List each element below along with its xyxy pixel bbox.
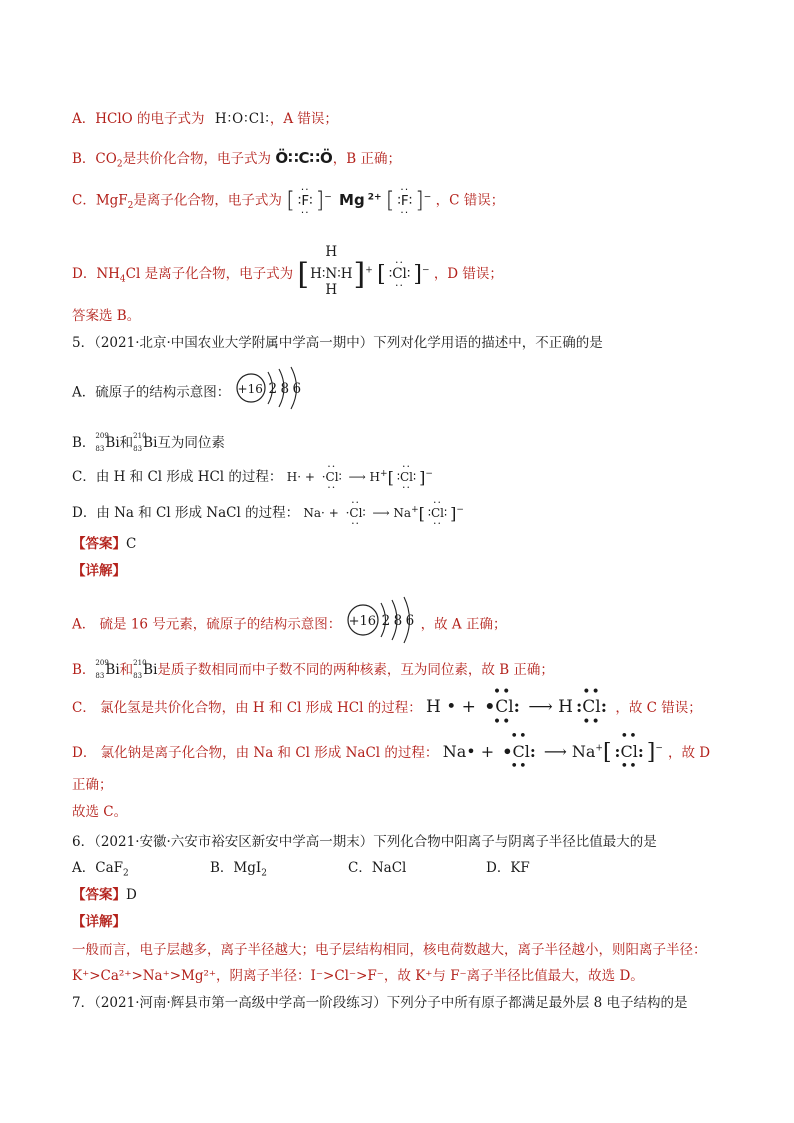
option-tail: ，B 正确； (332, 151, 401, 167)
shell-1: 2 (381, 613, 391, 629)
q5-explain-b (72, 658, 554, 678)
q7-stem: 7．（2021·河南·辉县市第一高级中学高一阶段练习）下列分子中所有原子都满足最外层 8 电子结构的是 (72, 995, 688, 1011)
q5-explain-d-cont: 正确； (72, 777, 113, 793)
explain-tail: ，故 A 正确； (420, 616, 507, 633)
q6-answer (72, 883, 137, 903)
subscript: 2 (116, 159, 123, 170)
option-prefix: B． (72, 435, 96, 451)
nucleus-label: +16 (237, 382, 263, 396)
explain-tail: 是质子数相同而中子数不同的两种核素，互为同位素，故 B 正确； (157, 662, 554, 678)
q6-options (72, 856, 530, 879)
sulfur-atom-diagram-2 (346, 608, 421, 642)
explain-tail: ，故 D (667, 745, 711, 761)
hcl-formation-large: H • + •Cl •• •• : ⟶ H :Cl •• •• : (426, 684, 607, 730)
explain-text: C． 氯化氢是共价化合物，由 H 和 Cl 形成 HCl 的过程： (72, 700, 422, 716)
answer-value: D (126, 887, 137, 903)
option-text: C．MgF (72, 192, 128, 209)
q4-answer: 答案选 B。 (72, 308, 141, 324)
shell-3: 6 (405, 613, 415, 629)
option-text: A．硫原子的结构示意图： (72, 384, 231, 401)
q5-option-b (72, 431, 225, 451)
answer-tag: 【答案】 (72, 536, 126, 552)
bi-209-isotope: 209 83 Bi (95, 432, 120, 453)
q5-option-c (72, 460, 433, 494)
bi-209-isotope: 209 83 Bi (95, 659, 120, 680)
q5-explain-d (72, 729, 711, 774)
q5-detail-tag: 【详解】 (72, 563, 126, 579)
q6-stem: 6．（2021·安徽·六安市裕安区新安中学高一期末）下列化合物中阳离子与阴离子半径比值最大的是 (72, 834, 657, 850)
nacl-formation: Na· + ·Cl ·· ·· ∶ ⟶ Na+[ ∶Cl ·· ·· ∶ ]− (303, 496, 464, 530)
q4-option-c (72, 182, 505, 219)
nucleus-label: +16 (348, 614, 377, 629)
explain-prefix: B． (72, 662, 96, 678)
q6-option-a: A．CaF$_2$ (72, 860, 129, 879)
shell-2: 8 (393, 613, 403, 629)
nh4cl-electron-formula: [H∶N H H ∶H]+ [ ∶Cl ·· ·· ∶ ]− (297, 244, 430, 298)
option-text: D．由 Na 和 Cl 形成 NaCl 的过程： (72, 505, 300, 521)
q5-explain-c (72, 684, 702, 730)
bi-210-isotope: 210 83 Bi (133, 432, 158, 453)
option-text-cont: 是共价化合物，电子式为 (122, 151, 272, 167)
q5-answer (72, 532, 136, 552)
option-text: B．CO (72, 151, 117, 167)
option-text: 和 (119, 435, 134, 451)
option-text: D．NH (72, 266, 120, 282)
explain-text: A． 硫是 16 号元素，硫原子的结构示意图： (72, 616, 342, 633)
subscript: 2 (127, 201, 134, 212)
nacl-formation-large: Na• + •Cl •• •• : ⟶ Na+[ :Cl •• •• : ]− (442, 729, 663, 774)
q4-option-d (72, 244, 503, 298)
q4-option-a (72, 107, 338, 127)
q5-option-a (72, 376, 310, 410)
answer-value: C (126, 536, 137, 552)
explain-text: D． 氯化钠是离子化合物，由 Na 和 Cl 形成 NaCl 的过程： (72, 745, 439, 761)
q4-option-b (72, 147, 401, 170)
q6-option-d: D．KF (486, 860, 530, 876)
option-text: C．由 H 和 Cl 形成 HCl 的过程： (72, 469, 283, 485)
option-text-cont: Cl 是离子化合物，电子式为 (125, 266, 294, 282)
subscript: 4 (119, 274, 126, 285)
option-tail: ，C 错误； (435, 192, 505, 209)
explain-mid: 和 (119, 662, 134, 678)
mgf2-electron-formula: [ ∶F ·· ·· ∶ ]− Mg $^{2+}$ [ ∶F ·· ·· ∶ ]− (286, 182, 432, 219)
sulfur-atom-diagram (235, 376, 310, 410)
q6-detail-line1: 一般而言，电子层越多，离子半径越大；电子层结构相同，核电荷数越大，离子半径越小，则阳离子半径： (72, 942, 707, 958)
explain-tail: ，故 C 错误； (615, 700, 702, 716)
option-text: A．HClO 的电子式为 (72, 111, 205, 127)
option-text-cont: 是离子化合物，电子式为 (133, 192, 282, 209)
shell-1: 2 (268, 381, 278, 397)
q5-explain-a (72, 608, 506, 642)
hcl-formation: H· + ·Cl ·· ·· ∶ ⟶ H+[ ∶Cl ·· ·· ∶ ]− (286, 460, 433, 494)
bi-210-isotope: 210 83 Bi (133, 659, 158, 680)
shell-2: 8 (280, 381, 290, 397)
q6-option-c: C．NaCl (348, 860, 407, 876)
q5-option-d (72, 496, 464, 530)
option-tail: ，D 错误； (433, 266, 503, 282)
q5-final: 故选 C。 (72, 804, 128, 820)
q6-option-b: B．MgI$_2$ (210, 860, 267, 879)
shell-3: 6 (292, 381, 302, 397)
hclo-electron-formula: H∶O∶Cl∶ (214, 111, 270, 127)
q6-detail-line2: K⁺>Ca²⁺>Na⁺>Mg²⁺，阴离子半径：I⁻>Cl⁻>F⁻，故 K⁺与 F⁻离子半径比值最大，故选 D。 (72, 968, 644, 984)
answer-tag: 【答案】 (72, 887, 126, 903)
q6-detail-tag: 【详解】 (72, 914, 126, 930)
q5-stem: 5．（2021·北京·中国农业大学附属中学高一期中）下列对化学用语的描述中，不正确的是 (72, 335, 603, 351)
co2-electron-formula: Ö∷C∷Ö (275, 149, 333, 167)
option-text-tail: 互为同位素 (157, 435, 225, 451)
option-tail: ，A 错误； (269, 111, 338, 127)
